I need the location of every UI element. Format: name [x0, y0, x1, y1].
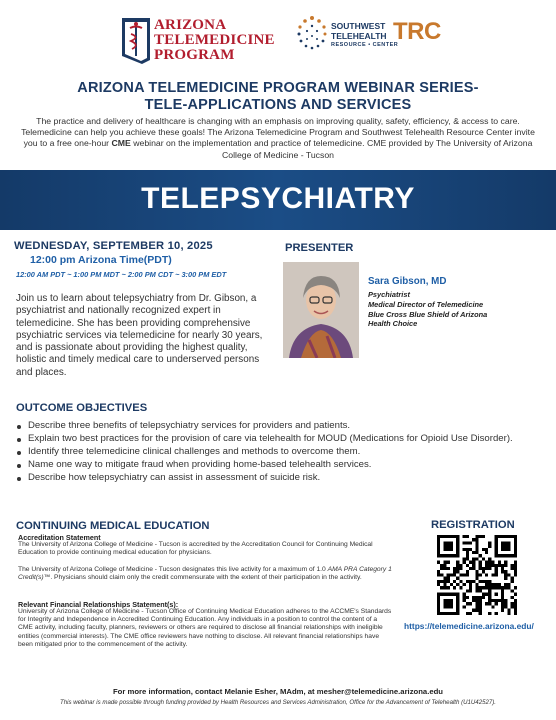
intro-text-end: webinar on the implementation and practice of telemedicine. CME provided by The University of Arizona College of Medicine - Tucson [130, 138, 533, 160]
intro-cme-bold: CME [111, 138, 131, 149]
presenter-heading: PRESENTER [285, 242, 354, 254]
title-banner [0, 170, 556, 230]
financial-heading: Relevant Financial Relationships Statement(s): [18, 600, 179, 609]
sw-logo-line-2: TELEHEALTH [331, 30, 387, 41]
intro-text: The practice and delivery of healthcare is changing with an emphasis on improving quality, safety, efficiency, & access to care. Telemedicine can help you achieve these goals! The Arizona Telemedicine Program and Southwest Telehealth Resource Center invite you to a free one-hour [21, 116, 535, 149]
presenter-org-line-2: Blue Cross Blue Shield of Arizona [368, 309, 488, 319]
event-time-zones: 12:00 AM PDT ~ 1:00 PM MDT ~ 2:00 PM CDT ~ 3:00 PM EDT [16, 270, 227, 279]
presenter-photo [283, 262, 359, 358]
presenter-org-line-3: Health Choice [368, 319, 418, 329]
footer-funding: This webinar is made possible through funding provided by Health Resources and Services Administration, Office for the Advancement of Telehealth (U1U42527). [60, 699, 496, 706]
event-date: WEDNESDAY, SEPTEMBER 10, 2025 [14, 240, 213, 252]
arizona-telemedicine-program-logo [120, 14, 275, 72]
financial-text: University of Arizona College of Medicine - Tucson Office of Continuing Medical Education adheres to the ACCME's Standards for Integrity and Independence in Accredited Continuing Education. Any individuals in a position to control the content of a CME activity, including faculty, planners, reviewers or others are required to disclose all financial relationships with ineligible entities (commercial interests). The CME office reviewers have nothing to disclose. All relevant financial relationships have been mitigated prior to the commencement of the activity. [18, 608, 392, 648]
series-title-line-1: ARIZONA TELEMEDICINE PROGRAM WEBINAR SERIES- [77, 80, 479, 96]
event-time: 12:00 pm Arizona Time(PDT) [30, 254, 172, 266]
presenter-role: Psychiatrist [368, 290, 410, 299]
accreditation-heading: Accreditation Statement [18, 533, 101, 542]
arizona-caduceus-icon [120, 16, 152, 66]
atp-logo-line-2: TELEMEDICINE [154, 32, 275, 48]
intro-paragraph [18, 116, 538, 161]
objectives-heading: OUTCOME OBJECTIVES [16, 402, 148, 414]
objectives-list [16, 420, 541, 485]
designation-text-end: . Physicians should claim only the credit commensurate with the extent of their participation in the activity. [50, 574, 362, 582]
series-title-line-2: TELE-APPLICATIONS AND SERVICES [144, 97, 412, 113]
footer-contact: For more information, contact Melanie Esher, MAdm, at mesher@telemedicine.arizona.edu [112, 687, 444, 696]
designation-text-start: The University of Arizona College of Medicine - Tucson designates this live activity for a maximum of 1.0 [18, 566, 328, 573]
objective-item: Identify three telemedicine clinical challenges and methods to overcome them. [16, 446, 541, 458]
banner-title: TELEPSYCHIATRY [141, 182, 415, 215]
registration-qr-code[interactable] [437, 535, 517, 615]
objective-item: Name one way to mitigate fraud when providing home-based telehealth services. [16, 459, 541, 471]
sw-logo-line-1: SOUTHWEST [331, 21, 386, 31]
atp-logo-line-3: PROGRAM [154, 47, 235, 63]
designation-text [18, 566, 393, 582]
presenter-name: Sara Gibson, MD [368, 276, 447, 287]
objective-item: Explain two best practices for the provision of care via telehealth for MOUD (Medications for Opioid Use Disorder). [16, 433, 541, 445]
presenter-org-line-1: Medical Director of Telemedicine [368, 300, 484, 309]
accreditation-text: The University of Arizona College of Medicine - Tucson is accredited by the Accreditation Council for Continuing Medical Education to provide continuing medical education for physicians. [18, 541, 373, 557]
qr-code-icon [437, 535, 517, 615]
designation-credit: AMA PRA Category 1 Credit(s)™ [18, 566, 392, 582]
registration-link[interactable]: https://telemedicine.arizona.edu/ [404, 621, 534, 631]
event-description: Join us to learn about telepsychiatry from Dr. Gibson, a psychiatrist and nationally recognized expert in telemedicine. She has been providing comprehensive psychiatric services via telemedicine for nearly 30 years, and is passionate about providing the highest quality, holistic and timely medical care to underserved persons and places. [16, 293, 263, 378]
objective-item: Describe how telepsychiatry can assist in assessment of suicide risk. [16, 472, 541, 484]
sw-logo-resource-center: RESOURCE • CENTER [331, 42, 399, 48]
sw-logo-trc: TRC [393, 18, 441, 45]
atp-logo-line-1: ARIZONA [154, 17, 227, 33]
series-title [20, 80, 536, 114]
southwest-telehealth-trc-logo [295, 14, 445, 66]
cme-heading: CONTINUING MEDICAL EDUCATION [16, 520, 210, 532]
objective-item: Describe three benefits of telepsychiatry services for providers and patients. [16, 420, 541, 432]
presenter-portrait-icon [283, 262, 359, 358]
presenter-organization [368, 300, 518, 329]
registration-heading: REGISTRATION [431, 519, 515, 531]
starburst-dots-icon [295, 14, 329, 54]
